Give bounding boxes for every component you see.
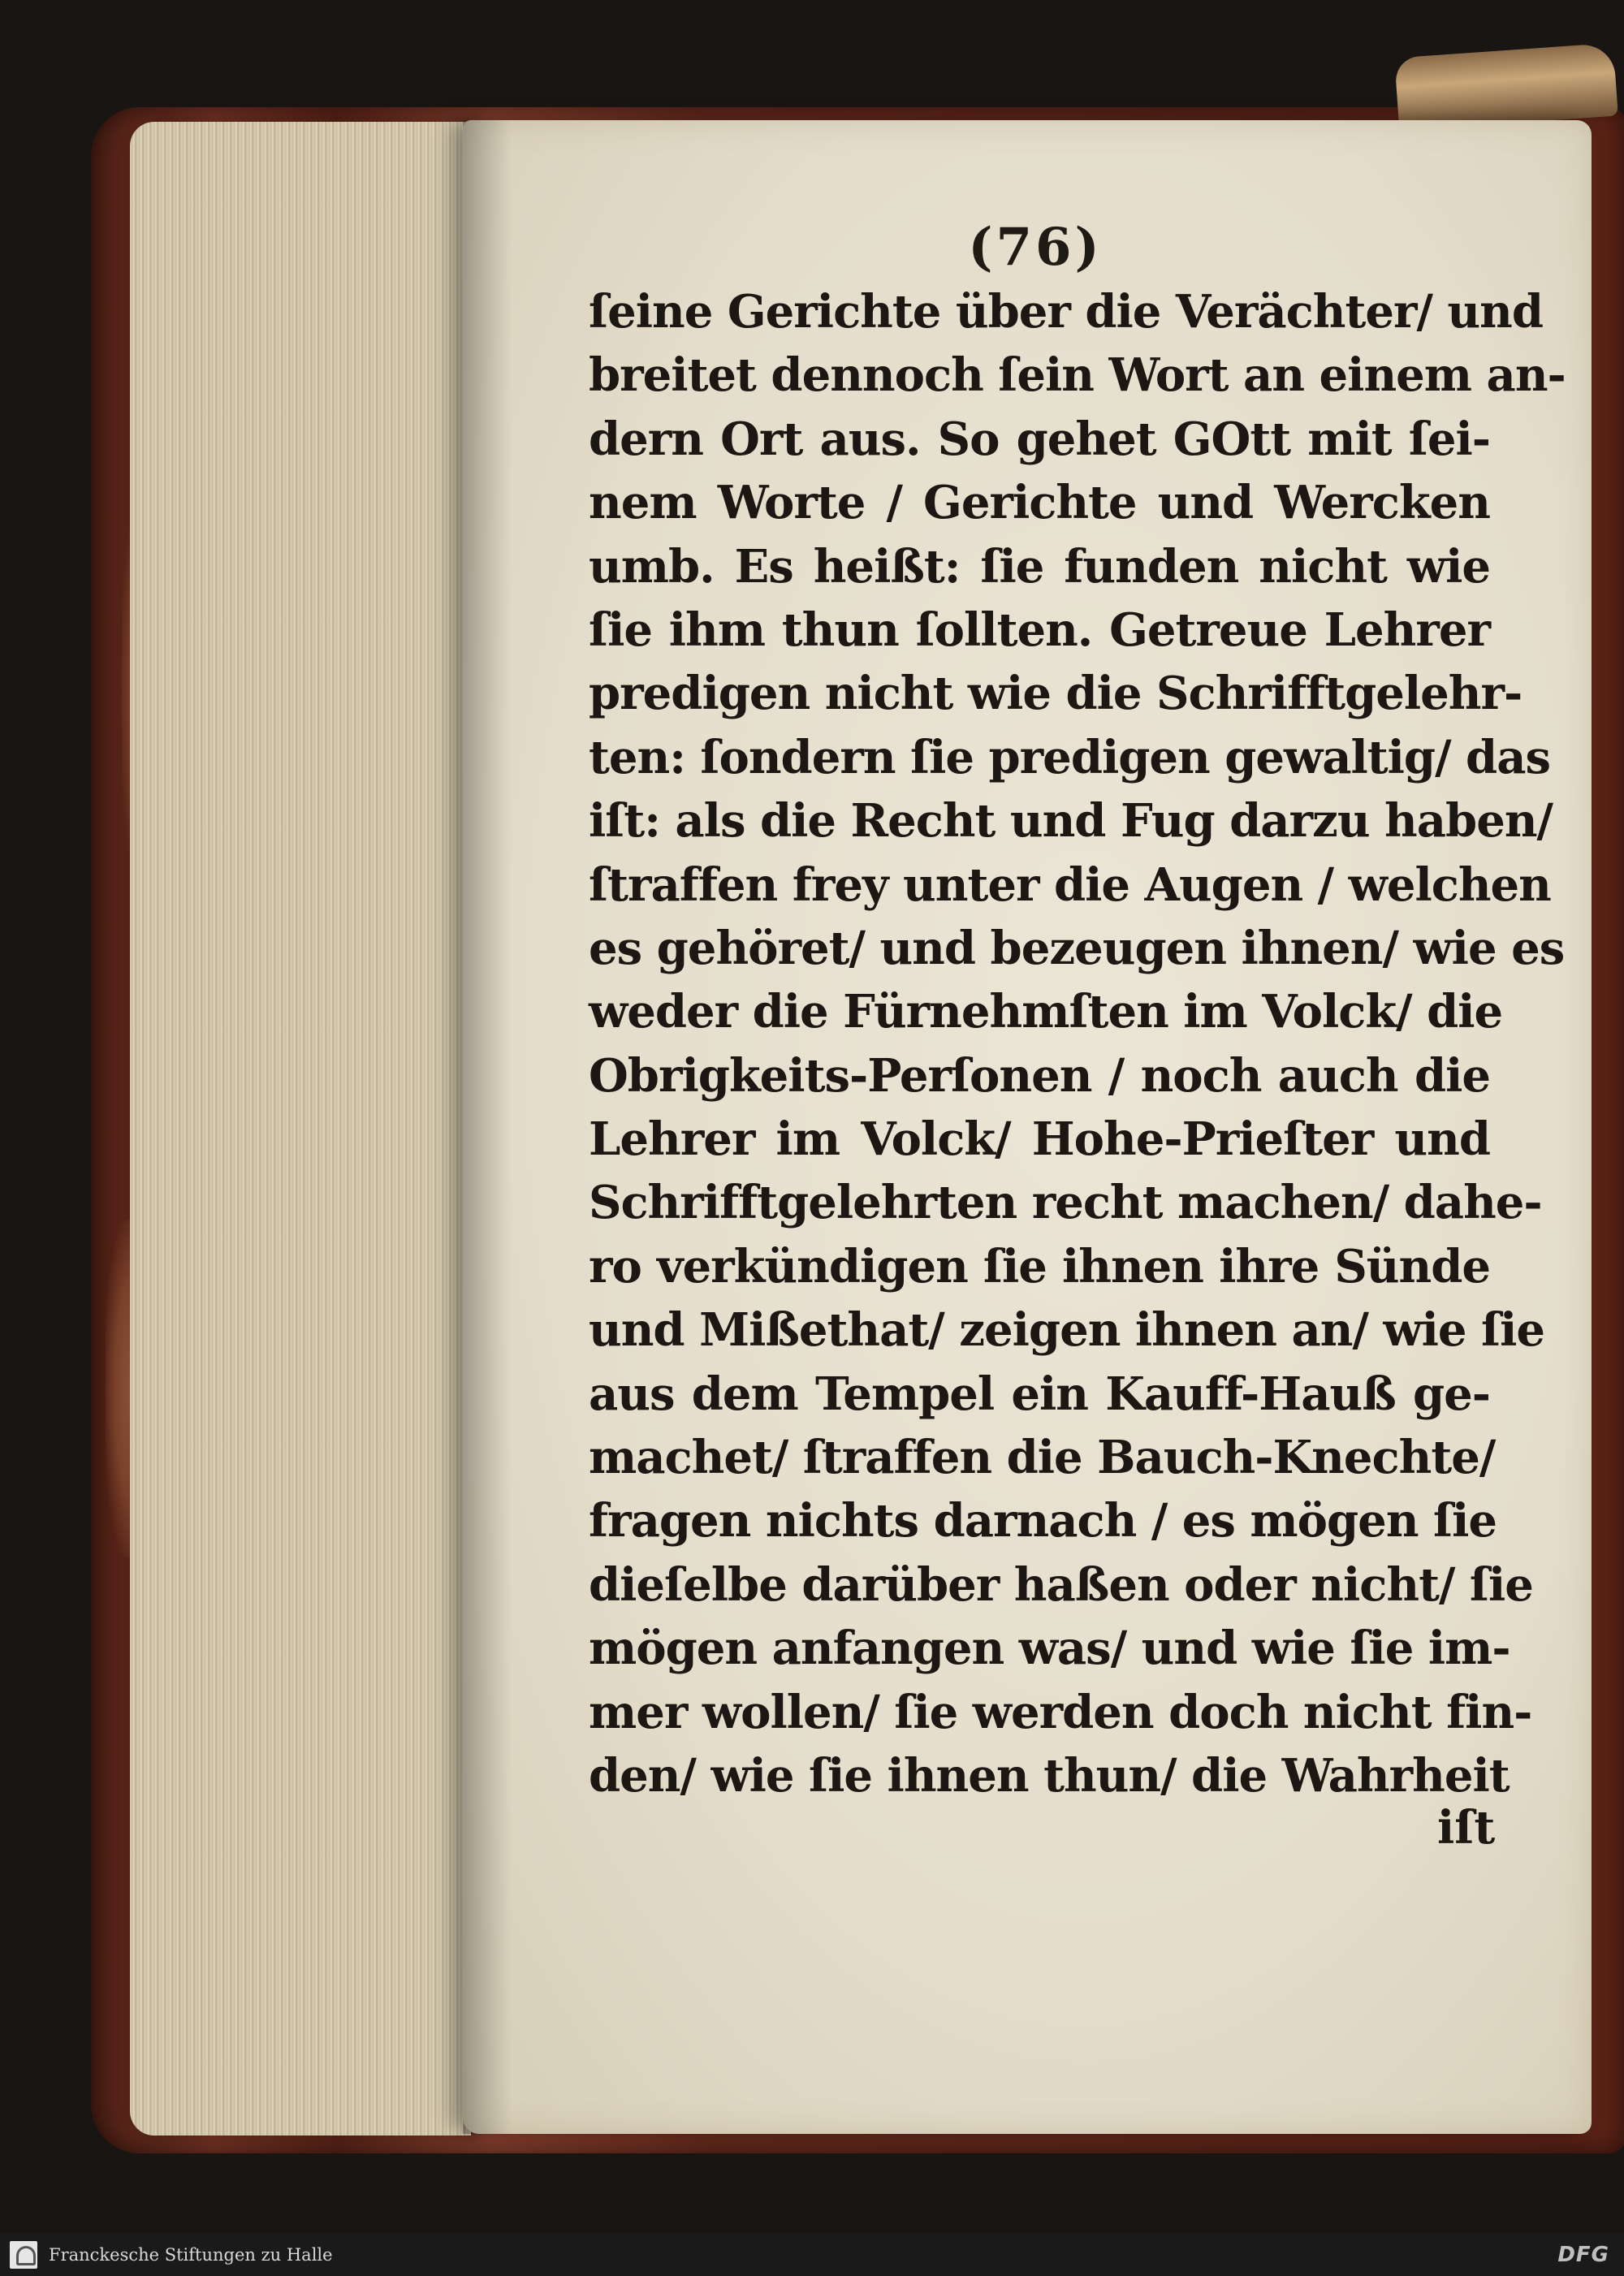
dfg-logo: DFG: [1557, 2242, 1609, 2267]
text-line: breitet dennoch ſein Wort an einem an-: [589, 348, 1566, 403]
text-block: [589, 280, 1566, 1807]
text-line: machet/ ſtraffen die Bauch-Knechte/: [589, 1431, 1496, 1485]
text-line: den/ wie ſie ihnen thun/ die Wahrheit: [589, 1748, 1510, 1803]
gutter-shadow: [463, 120, 512, 2134]
text-line: fragen nichts darnach / es mögen ſie: [589, 1494, 1497, 1548]
institution-logo-icon: [10, 2241, 37, 2269]
text-line: weder die Fürnehmſten im Volck/ die: [589, 985, 1503, 1039]
text-line: iſt: als die Recht und Fug darzu haben/: [589, 794, 1553, 849]
text-line: es gehöret/ und bezeugen ihnen/ wie es: [589, 921, 1565, 975]
text-line: aus dem Tempel ein Kauff-Hauß ge-: [589, 1367, 1490, 1421]
institution-name: Franckesche Stiftungen zu Halle: [49, 2244, 333, 2265]
page-edges: [130, 122, 471, 2136]
page-number: (76): [968, 217, 1103, 278]
text-line: predigen nicht wie die Schrifftgelehr-: [589, 667, 1522, 721]
viewer-footer: [0, 2233, 1624, 2276]
text-line: ſie ihm thun ſollten. Getreue Lehrer: [589, 602, 1490, 657]
text-line: dieſelbe darüber haßen oder nicht/ ſie: [589, 1557, 1533, 1612]
text-line: Schrifftgelehrten recht machen/ dahe-: [589, 1176, 1542, 1230]
text-line: dern Ort aus. So gehet GOtt mit ſei-: [589, 412, 1490, 466]
text-line: nem Worte / Gerichte und Wercken: [589, 476, 1490, 530]
text-line: mer wollen/ ſie werden doch nicht fin-: [589, 1685, 1532, 1739]
text-line: mögen anfangen was/ und wie ſie im-: [589, 1622, 1510, 1676]
text-line: ten: ſondern ſie predigen gewaltig/ das: [589, 730, 1551, 784]
text-line: und Mißethat/ zeigen ihnen an/ wie ſie: [589, 1303, 1544, 1358]
catchword: iſt: [1437, 1801, 1496, 1855]
text-line: ſeine Gerichte über die Verächter/ und: [589, 285, 1543, 339]
text-line: ſtraffen frey unter die Augen / welchen: [589, 857, 1551, 912]
text-line: ro verkündigen ſie ihnen ihre Sünde: [589, 1239, 1490, 1293]
text-line: umb. Es heißt: ſie funden nicht wie: [589, 539, 1490, 594]
text-line: Lehrer im Volck/ Hohe-Prieſter und: [589, 1112, 1490, 1167]
bookmark-ribbon: [1394, 43, 1618, 132]
text-line: Obrigkeits-Perſonen / noch auch die: [589, 1048, 1490, 1103]
